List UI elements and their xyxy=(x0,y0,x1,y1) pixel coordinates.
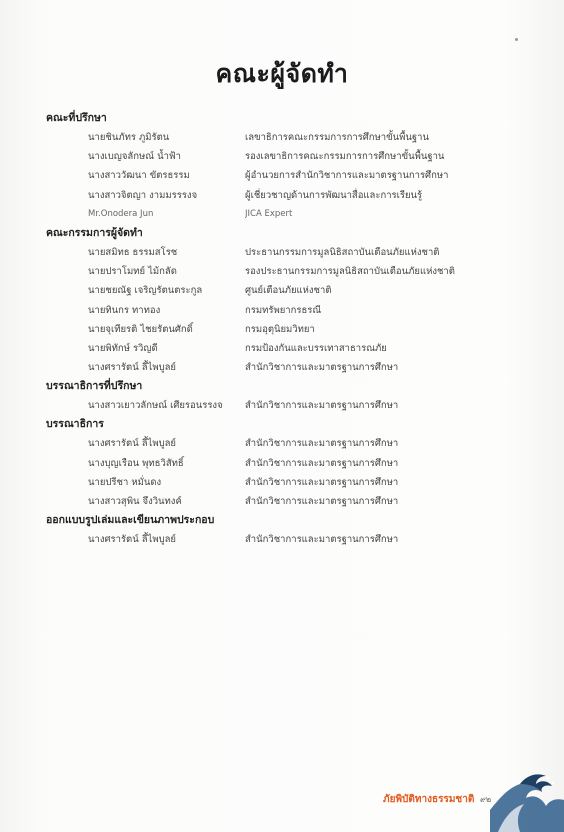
person-name: นางศรารัตน์ ลี้ไพบูลย์ xyxy=(88,438,177,450)
person-name: นายชินภัทร ภูมิรัตน xyxy=(88,132,170,143)
footer-book-title: ภัยพิบัติทางธรรมชาติ xyxy=(383,794,475,805)
person-name: นายทินกร ทาทอง xyxy=(88,304,161,316)
person-position: ประธานกรรมการมูลนิธิสถาบันเตือนภัยแห่งชาติ xyxy=(245,246,440,258)
person-position: กรมอุตุนิยมวิทยา xyxy=(245,323,315,335)
wave-illustration xyxy=(490,758,564,832)
person-name: นายชยณัฐ เจริญรัตนตระกูล xyxy=(88,285,203,297)
person-position: สำนักวิชาการและมาตรฐานการศึกษา xyxy=(245,457,399,469)
person-position: JICA Expert xyxy=(245,208,293,219)
credit-row xyxy=(40,281,540,300)
person-name: นายปรีชา หมั่นดง xyxy=(88,476,162,488)
credit-row xyxy=(40,434,540,453)
credit-row xyxy=(40,166,540,185)
page-number: ๙๒ xyxy=(480,795,492,804)
person-position: กรมป้องกันและบรรเทาสาธารณภัย xyxy=(245,342,387,354)
section-heading: คณะกรรมการผู้จัดทำ xyxy=(46,226,143,239)
person-name: นายปราโมทย์ ไม้กลัด xyxy=(88,266,177,278)
page-title: คณะผู้จัดทำ xyxy=(215,59,349,88)
person-position: ศูนย์เตือนภัยแห่งชาติ xyxy=(245,285,332,297)
section-heading: คณะที่ปรึกษา xyxy=(46,112,107,124)
credit-row xyxy=(40,128,540,147)
person-name: นางศรารัตน์ ลี้ไพบูลย์ xyxy=(88,362,177,374)
credit-row xyxy=(40,205,540,224)
person-name: นางศรารัตน์ ลี้ไพบูลย์ xyxy=(88,534,177,546)
person-name: นางสาวจิตญา งามมรรรงจ xyxy=(88,189,198,201)
section-heading: บรรณาธิการที่ปรึกษา xyxy=(46,380,143,393)
person-position: เลขาธิการคณะกรรมการการศึกษาขั้นพื้นฐาน xyxy=(245,132,429,143)
page-mark xyxy=(515,38,518,41)
person-position: ผู้เชี่ยวชาญด้านการพัฒนาสื่อและการเรียนรู้ xyxy=(245,189,423,201)
credit-row xyxy=(40,339,540,358)
person-name: นางบุญเรือน พุทธวิสัทธิ์ xyxy=(88,457,184,469)
person-name: นายพิทักษ์ รวิญดี xyxy=(88,342,158,354)
person-position: รองเลขาธิการคณะกรรมการการศึกษาขั้นพื้นฐาน xyxy=(245,151,445,163)
person-name: นายจุเทียรติ ไชยรัตนศักดิ์ xyxy=(88,323,193,335)
person-position: สำนักวิชาการและมาตรฐานการศึกษา xyxy=(245,496,399,507)
person-position: กรมทรัพยากรธรณี xyxy=(245,304,322,316)
section-heading: ออกแบบรูปเล่มและเขียนภาพประกอบ xyxy=(46,514,215,527)
person-position: รองประธานกรรมการมูลนิธิสถาบันเตือนภัยแห่งชาติ xyxy=(245,266,455,278)
credit-row xyxy=(40,186,540,205)
person-name: Mr.Onodera Jun xyxy=(88,208,154,219)
credits-list xyxy=(40,109,540,549)
credit-row xyxy=(40,473,540,492)
person-name: นางสาววัฒนา ขัตรธรรม xyxy=(88,170,190,182)
person-position: สำนักวิชาการและมาตรฐานการศึกษา xyxy=(245,362,399,374)
person-name: นางสาวสุพิน จึงวินทงค์ xyxy=(88,496,182,507)
credit-row xyxy=(40,262,540,281)
person-name: นางเบญจลักษณ์ น้ำฟ้า xyxy=(88,151,181,163)
person-position: สำนักวิชาการและมาตรฐานการศึกษา xyxy=(245,534,399,546)
credit-row xyxy=(40,320,540,339)
credit-row xyxy=(40,492,540,511)
person-position: สำนักวิชาการและมาตรฐานการศึกษา xyxy=(245,476,399,488)
person-position: ผู้อำนวยการสำนักวิชาการและมาตรฐานการศึกษา xyxy=(245,170,449,182)
credit-row xyxy=(40,301,540,320)
credit-row xyxy=(40,243,540,262)
person-name: นายสมิทธ ธรรมสโรช xyxy=(88,246,178,258)
credit-row xyxy=(40,358,540,377)
person-name: นางสาวเยาวลักษณ์ เศียรอนรรงจ xyxy=(88,400,223,412)
credit-row xyxy=(40,530,540,549)
credit-row xyxy=(40,454,540,473)
credit-row xyxy=(40,147,540,166)
person-position: สำนักวิชาการและมาตรฐานการศึกษา xyxy=(245,400,399,412)
credit-row xyxy=(40,396,540,415)
person-position: สำนักวิชาการและมาตรฐานการศึกษา xyxy=(245,438,399,450)
section-heading: บรรณาธิการ xyxy=(46,418,104,431)
